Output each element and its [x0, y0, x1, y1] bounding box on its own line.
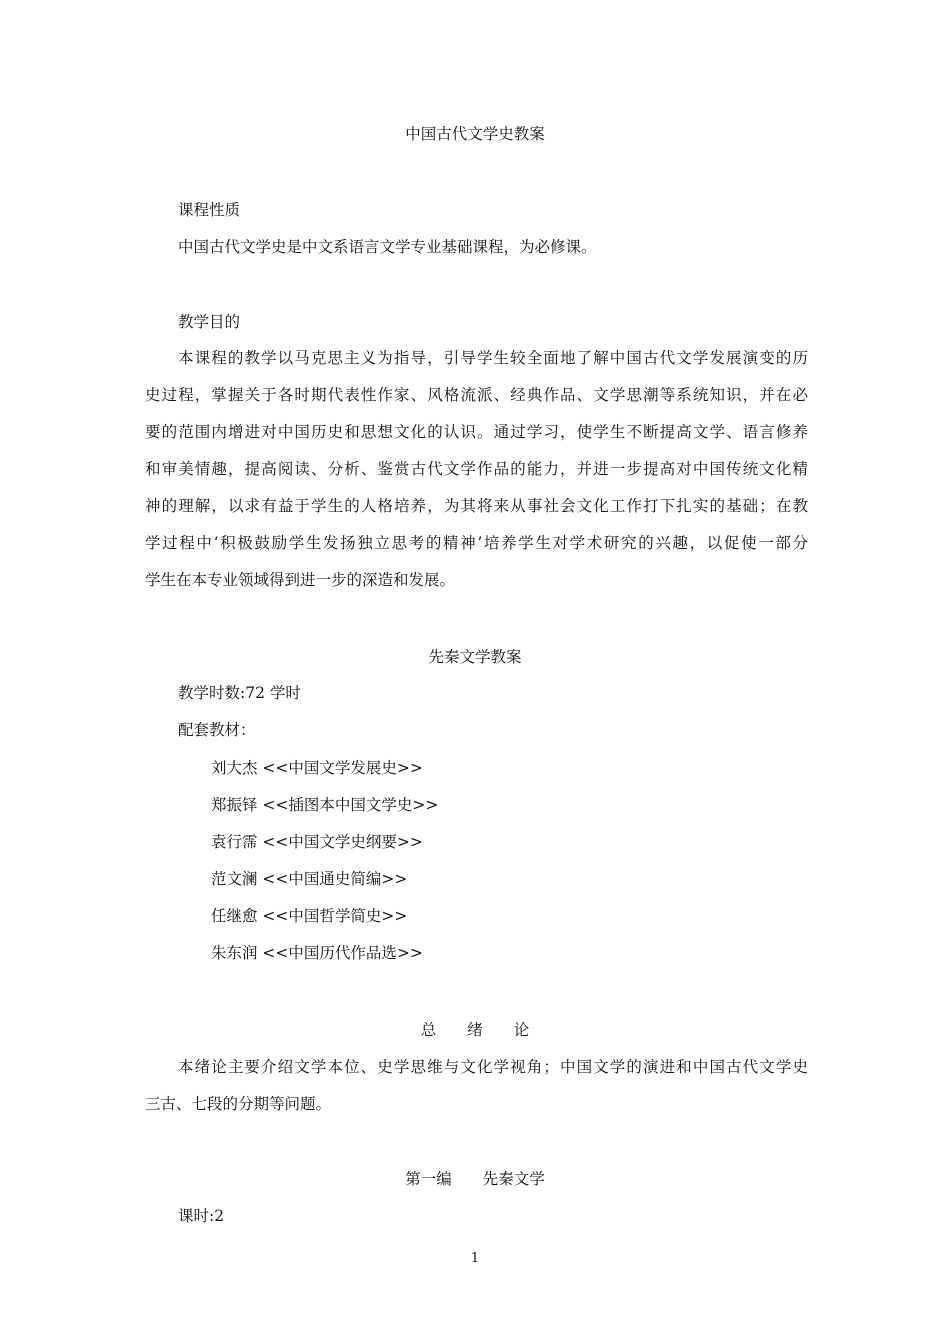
textbook-item: 袁行霈 <<中国文学史纲要>> — [211, 833, 423, 851]
teaching-goal-line: 史过程，掌握关于各时期代表性作家、风格流派、经典作品、文学思潮等系统知识，并在必 — [145, 386, 808, 404]
teaching-goal-line: 学过程中‘积极鼓励学生发扬独立思考的精神’培养学生对学术研究的兴趣，以促使一部分 — [145, 534, 808, 552]
teaching-goal-line: 要的范围内增进对中国历史和思想文化的认识。通过学习，使学生不断提高文学、语言修养 — [145, 423, 808, 441]
pre-qin-heading: 先秦文学教案 — [428, 648, 522, 666]
introduction-heading: 总 绪 论 — [420, 1021, 530, 1039]
introduction-line: 三古、七段的分期等问题。 — [145, 1095, 332, 1113]
teaching-goal-line: 本课程的教学以马克思主义为指导，引导学生较全面地了解中国古代文学发展演变的历 — [178, 349, 808, 367]
textbook-item: 刘大杰 <<中国文学发展史>> — [211, 759, 423, 777]
course-nature-heading: 课程性质 — [178, 201, 241, 219]
teaching-hours: 教学时数:72 学时 — [178, 684, 301, 702]
teaching-goal-line: 神的理解，以求有益于学生的人格培养，为其将来从事社会文化工作打下扎实的基础；在教 — [145, 497, 808, 515]
part-one-hours: 课时:2 — [178, 1207, 225, 1225]
textbook-item: 朱东润 <<中国历代作品选>> — [211, 944, 423, 962]
textbook-item: 范文澜 <<中国通史简编>> — [211, 870, 408, 888]
teaching-goal-line: 和审美情趣，提高阅读、分析、鉴赏古代文学作品的能力，并进一步提高对中国传统文化精 — [145, 460, 808, 478]
textbook-item: 郑振铎 <<插图本中国文学史>> — [211, 796, 439, 814]
teaching-goal-line: 学生在本专业领域得到进一步的深造和发展。 — [145, 571, 456, 589]
textbooks-label: 配套教材： — [178, 721, 256, 739]
teaching-goal-heading: 教学目的 — [178, 313, 241, 331]
introduction-line: 本绪论主要介绍文学本位、史学思维与文化学视角；中国文学的演进和中国古代文学史 — [178, 1058, 808, 1076]
part-one-heading: 第一编 先秦文学 — [405, 1170, 545, 1188]
page-number: 1 — [470, 1251, 480, 1266]
course-nature-text: 中国古代文学史是中文系语言文学专业基础课程，为必修课。 — [178, 238, 597, 256]
textbook-item: 任继愈 <<中国哲学简史>> — [211, 907, 408, 925]
document-title: 中国古代文学史教案 — [405, 125, 545, 143]
